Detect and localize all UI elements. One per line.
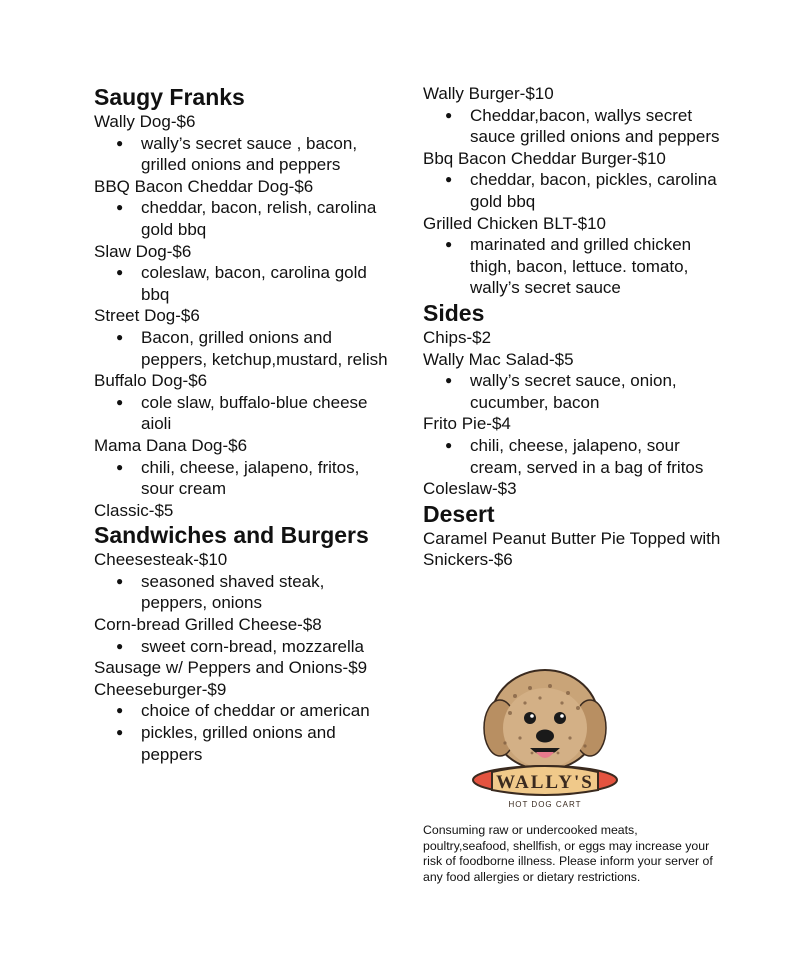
- menu-item-detail: ● cheddar, bacon, pickles, carolina gold bbq: [423, 169, 723, 212]
- sides-items: [423, 327, 723, 500]
- saugy-franks-items: [94, 111, 394, 521]
- menu-item: Mama Dana Dog-$6: [94, 435, 248, 455]
- menu-item-detail: ● wally’s secret sauce, onion, cucumber, bacon: [423, 370, 723, 413]
- menu-item-details: [94, 133, 394, 176]
- menu-item-details: [94, 571, 394, 614]
- menu-item: Corn-bread Grilled Cheese-$8: [94, 615, 322, 635]
- menu-item: Buffalo Dog-$6: [94, 371, 208, 391]
- menu-item: Wally Burger-$10: [423, 84, 554, 103]
- logo-text: WALLY'S: [496, 772, 594, 793]
- menu-item: Frito Pie-$4: [423, 414, 511, 434]
- menu-item-details: [94, 392, 394, 435]
- menu-item: Grilled Chicken BLT-$10: [423, 213, 606, 233]
- left-column: [94, 83, 394, 765]
- sandwiches-items: [94, 549, 394, 765]
- menu-item-details: [423, 370, 723, 413]
- menu-item: Sausage w/ Peppers and Onions-$9: [94, 658, 368, 678]
- menu-item: Coleslaw-$3: [423, 479, 517, 499]
- menu-item-detail: ● marinated and grilled chicken thigh, bacon, lettuce. tomato, wally’s secret sauce: [423, 234, 723, 299]
- menu-item: Caramel Peanut Butter Pie Topped with Snickers-$6: [423, 528, 721, 570]
- logo-subtext: HOT DOG CART: [508, 800, 582, 809]
- menu-item: Wally Dog-$6: [94, 112, 196, 131]
- menu-item: Bbq Bacon Cheddar Burger-$10: [423, 148, 666, 168]
- menu-item-detail: ● wally’s secret sauce , bacon, grilled onions and peppers: [94, 133, 394, 176]
- menu-item: Cheeseburger-$9: [94, 679, 227, 699]
- menu-item-details: [423, 234, 723, 299]
- section-heading-sandwiches: Sandwiches and Burgers: [94, 522, 369, 549]
- menu-item-details: [94, 197, 394, 240]
- menu-item-detail: ● Cheddar,bacon, wallys secret sauce grilled onions and peppers: [423, 105, 723, 148]
- section-heading-saugy-franks: Saugy Franks: [94, 84, 245, 110]
- menu-item-detail: ● choice of cheddar or american: [94, 700, 394, 722]
- menu-item-details: [94, 457, 394, 500]
- burger-items: [423, 83, 723, 299]
- menu-item-detail: ● chili, cheese, jalapeno, fritos, sour cream: [94, 457, 394, 500]
- menu-item: Slaw Dog-$6: [94, 241, 192, 261]
- desert-items: [423, 528, 723, 571]
- menu-item-details: [94, 262, 394, 305]
- menu-item: BBQ Bacon Cheddar Dog-$6: [94, 176, 314, 196]
- menu-item-details: [94, 636, 394, 658]
- menu-item-detail: ● coleslaw, bacon, carolina gold bbq: [94, 262, 394, 305]
- menu-item-details: [423, 435, 723, 478]
- menu-item-detail: ● sweet corn-bread, mozzarella: [94, 636, 394, 658]
- menu-item-detail: ● pickles, grilled onions and peppers: [94, 722, 394, 765]
- menu-item-detail: ● cole slaw, buffalo-blue cheese aioli: [94, 392, 394, 435]
- menu-item-detail: ● Bacon, grilled onions and peppers, ketchup,mustard, relish: [94, 327, 394, 370]
- section-heading-sides: Sides: [423, 299, 485, 326]
- section-heading-desert: Desert: [423, 500, 495, 527]
- wallys-dog-logo-icon: [470, 668, 620, 813]
- menu-item: Chips-$2: [423, 327, 492, 347]
- menu-item-details: [423, 169, 723, 212]
- menu-item: Cheesesteak-$10: [94, 550, 228, 570]
- menu-item-details: [94, 700, 394, 765]
- right-column: [423, 83, 723, 571]
- menu-item-details: [94, 327, 394, 370]
- menu-item-detail: ● seasoned shaved steak, peppers, onions: [94, 571, 394, 614]
- food-safety-disclaimer: Consuming raw or undercooked meats, poultry,seafood, shellfish, or eggs may increase your risk of foodborne illness. Please inform your server of any food allergies or dietary restrictions.: [423, 823, 713, 884]
- menu-item: Street Dog-$6: [94, 306, 200, 326]
- menu-item: Wally Mac Salad-$5: [423, 349, 574, 369]
- menu-item-detail: ● chili, cheese, jalapeno, sour cream, served in a bag of fritos: [423, 435, 723, 478]
- menu-item-detail: ● cheddar, bacon, relish, carolina gold bbq: [94, 197, 394, 240]
- menu-item: Classic-$5: [94, 500, 174, 520]
- menu-item-details: [423, 105, 723, 148]
